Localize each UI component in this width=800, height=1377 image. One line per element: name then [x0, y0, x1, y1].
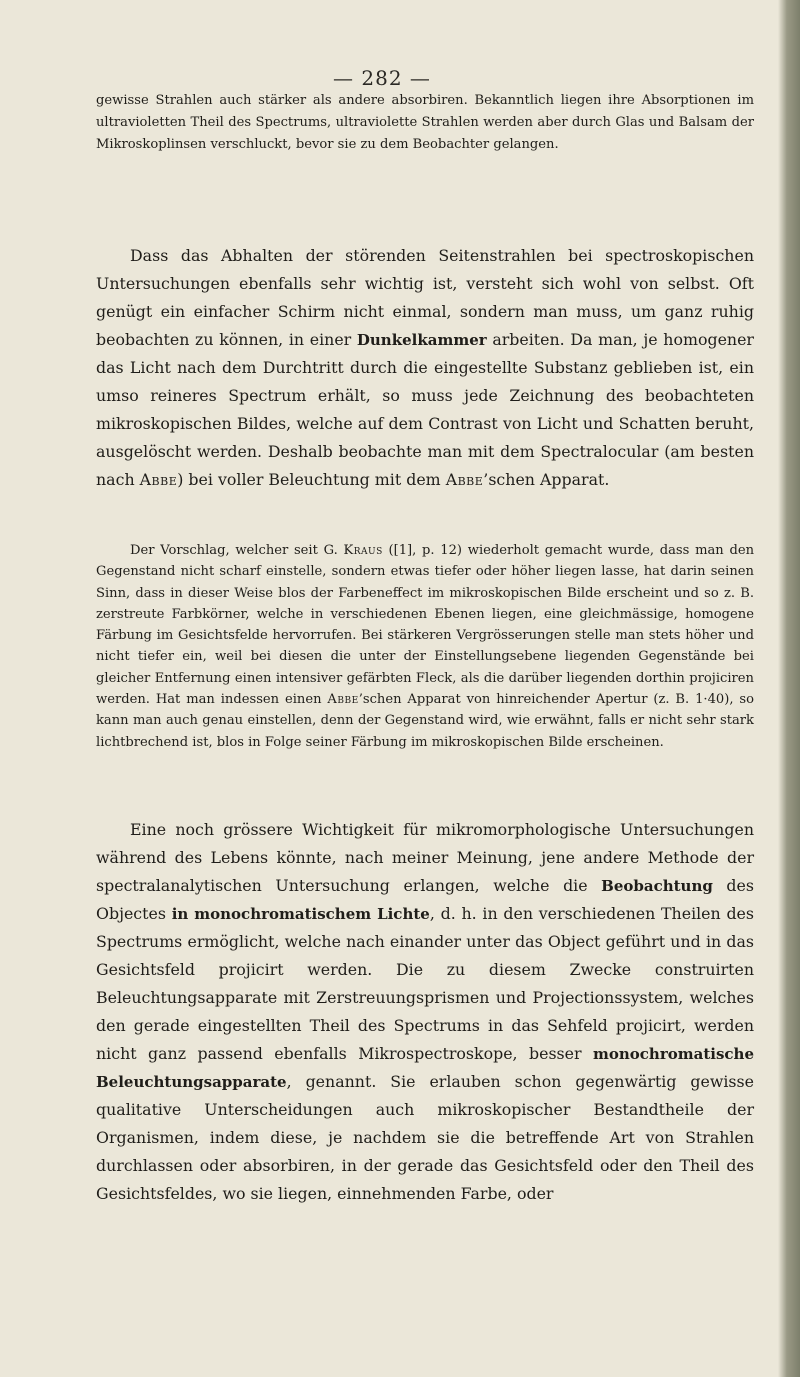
term-beobachtung: Beobachtung — [601, 877, 713, 895]
paragraph-2-text-g: ’schen Apparat. — [483, 470, 610, 489]
paragraph-4-text-e: , d. h. in den verschiedenen Theilen des Spectrums ermöglicht, welche nach einander unter das Object geführt und in das Gesichtsfeld projicirt werden. Die zu diesem Zwecke construirten Beleuchtungsapparate mit Zerstreuungsprismen und Projectionssystem, welches den gerade eingestellten Theil des Spectrums in das Sehfeld projicirt, werden nicht ganz passend ebenfalls Mikrospectroskope, besser — [96, 904, 755, 1063]
author-abbe: Abbe — [139, 470, 178, 489]
author-abbe: Abbe — [327, 692, 359, 708]
paragraph-4 — [96, 816, 754, 1208]
paragraph-3-text-c: ([1], p. 12) wiederholt gemacht wurde, dass man den Gegenstand nicht scharf einstelle, sondern etwas tiefer oder höher liegen lasse, hat darin seinen Sinn, dass in dieser Weise blos der Farbeneffect im mikroskopischen Bilde erscheint und so z. B. zerstreute Farbkörner, welche in verschiedenen Ebenen liegen, eine gleichmässige, homogene Färbung im Gesichtsfelde hervorrufen. Bei stärkeren Vergrösserungen stelle man stets höher und nicht tiefer ein, weil bei diesen die unter der Einstellungsebene liegenden Gegenstände bei gleicher Entfernung einen intensiver gefärbten Fleck, als die darüber liegenden dorthin projiciren werden. Hat man indessen einen — [96, 543, 755, 708]
paragraph-2-text-e: ) bei voller Beleuchtung mit dem — [177, 470, 446, 489]
paragraph-2-text — [96, 242, 754, 494]
author-abbe: Abbe — [445, 470, 484, 489]
paragraph-2 — [96, 242, 754, 494]
page-number: — 282 — — [333, 66, 431, 90]
paragraph-2-text-c: arbeiten. Da man, je homogener das Licht nach dem Durchtritt durch die eingestellte Substanz geblieben ist, ein umso reineres Spectrum erhält, so muss jede Zeichnung des beobachteten mikroskopischen Bildes, welche auf dem Contrast von Licht und Schatten beruht, ausgelöscht werden. Deshalb beobachte man mit dem Spectralocular (am besten nach — [96, 330, 754, 489]
paragraph-4-text — [96, 816, 754, 1208]
paragraph-3-text — [96, 540, 754, 753]
author-kraus: Kraus — [343, 543, 383, 558]
paragraph-4-text-g: , genannt. Sie erlauben schon gegenwärtig gewisse qualitative Unterscheidungen auch mikroskopischer Bestandtheile der Organismen, indem diese, je nachdem sie die betreffende Art von Strahlen durchlassen oder absorbiren, in der gerade das Gesichtsfeld oder den Theil des Gesichtsfeldes, wo sie liegen, einnehmenden Farbe, oder — [96, 1072, 754, 1203]
paragraph-3 — [96, 540, 754, 753]
paragraph-4-text-c: des Objectes — [96, 876, 754, 923]
page-edge-shadow — [778, 0, 800, 1377]
paragraph-1-text: gewisse Strahlen auch stärker als andere absorbiren. Bekanntlich liegen ihre Absorptionen im ultravioletten Theil des Spectrums, ultraviolette Strahlen werden aber durch Glas und Balsam der Mikroskoplinsen verschluckt, bevor sie zu dem Beobachter gelangen. — [96, 93, 754, 152]
paragraph-4-text-a: Eine noch grössere Wichtigkeit für mikromorphologische Untersuchungen während des Lebens könnte, nach meiner Meinung, jene andere Methode der spectralanalytischen Untersuchung erlangen, welche die — [96, 820, 754, 895]
paragraph-3-text-e: ’schen Apparat von hinreichender Apertur (z. B. 1·40), so kann man auch genau einstellen, denn der Gegenstand wird, wie erwähnt, falls er nicht sehr stark lichtbrechend ist, blos in Folge seiner Färbung im mikroskopischen Bilde erscheinen. — [96, 692, 754, 750]
paragraph-2-text-a: Dass das Abhalten der störenden Seitenstrahlen bei spectroskopischen Untersuchungen ebenfalls sehr wichtig ist, versteht sich wohl von selbst. Oft genügt ein einfacher Schirm nicht einmal, sondern man muss, um ganz ruhig beobachten zu können, in einer — [96, 246, 754, 349]
term-monochromatisch: in monochromatischem Lichte — [171, 905, 430, 923]
term-beleuchtungsapparate: monochromatische Beleuchtungsapparate — [96, 1045, 754, 1091]
term-dunkelkammer: Dunkelkammer — [356, 331, 487, 349]
paragraph-3-text-a: Der Vorschlag, welcher seit G. — [130, 543, 344, 558]
paragraph-1 — [96, 90, 754, 156]
